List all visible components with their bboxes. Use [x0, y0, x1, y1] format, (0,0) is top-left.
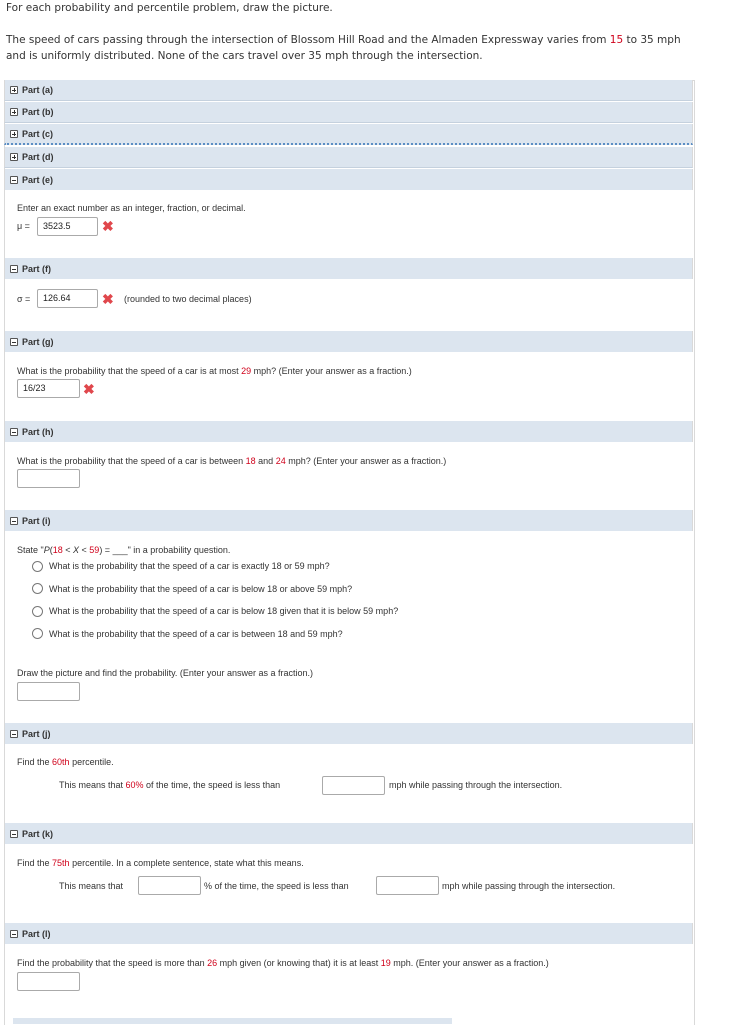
part-f-label: Part (f): [22, 263, 51, 274]
radio-option-1[interactable]: [32, 561, 43, 572]
q-number: 19: [380, 958, 391, 968]
stmt-text: <: [79, 545, 90, 555]
stmt-text: ) = ___" in a probability question.: [99, 545, 231, 555]
part-k-means-end: mph while passing through the intersection.: [442, 881, 616, 891]
minus-square-icon[interactable]: [10, 830, 18, 838]
part-j-speed-input[interactable]: [322, 776, 385, 795]
radio-option-4[interactable]: [32, 628, 43, 639]
plus-square-icon[interactable]: [10, 108, 18, 116]
part-j-header[interactable]: [4, 723, 693, 744]
minus-square-icon[interactable]: [10, 176, 18, 184]
find-text: Find the: [17, 757, 53, 767]
plus-square-icon[interactable]: [10, 130, 18, 138]
q-number: 24: [275, 456, 286, 466]
part-l-question: [17, 958, 549, 968]
q-text: Find the probability that the speed is more than: [17, 958, 208, 968]
part-k-header[interactable]: [4, 823, 693, 844]
part-b-header[interactable]: [4, 102, 693, 123]
q-text: mph? (Enter your answer as a fraction.): [285, 456, 447, 466]
q-text: mph. (Enter your answer as a fraction.): [390, 958, 549, 968]
minus-square-icon[interactable]: [10, 338, 18, 346]
part-h-answer-input[interactable]: [17, 469, 80, 488]
minus-square-icon[interactable]: [10, 930, 18, 938]
part-l-answer-input[interactable]: [17, 972, 80, 991]
part-h-header[interactable]: [4, 421, 693, 442]
plus-square-icon[interactable]: [10, 86, 18, 94]
part-a-label: Part (a): [22, 85, 54, 95]
part-k-means-mid: % of the time, the speed is less than: [204, 881, 349, 891]
stmt-text: <: [62, 545, 74, 555]
minus-square-icon[interactable]: [10, 730, 18, 738]
minus-square-icon[interactable]: [10, 265, 18, 273]
bottom-bar: [13, 1018, 452, 1024]
part-i-header[interactable]: [4, 510, 693, 531]
stmt-text: State ": [17, 545, 44, 555]
part-h-label: Part (h): [22, 426, 54, 437]
part-k-means-start: This means that: [59, 881, 124, 891]
option-1-label: What is the probability that the speed of a car is exactly 18 or 59 mph?: [49, 561, 330, 571]
part-a-header[interactable]: [4, 80, 693, 101]
part-g-label: Part (g): [22, 336, 54, 347]
part-c-header[interactable]: [4, 124, 693, 145]
means-text: This means that: [59, 780, 126, 790]
stmt-p: P: [43, 545, 50, 555]
intro-text-b: to 35 mph and is uniformly distributed. None of the cars travel over 35 mph through the intersection.: [6, 34, 681, 62]
plus-square-icon[interactable]: [10, 153, 18, 161]
part-b-label: Part (b): [22, 107, 54, 117]
part-f-header[interactable]: [4, 258, 693, 279]
sigma-label: σ =: [17, 294, 31, 304]
part-k-label: Part (k): [22, 828, 54, 839]
q-text: What is the probability that the speed of a car is between: [17, 456, 246, 466]
part-j-label: Part (j): [22, 728, 51, 739]
intro-low-speed: 15: [609, 34, 624, 46]
mu-label: μ =: [17, 221, 30, 231]
q-text: mph given (or knowing that) it is at least: [217, 958, 381, 968]
stmt-number: 59: [89, 545, 100, 555]
part-k-speed-input[interactable]: [376, 876, 439, 895]
stmt-x: X: [73, 545, 80, 555]
part-g-question: [17, 366, 412, 376]
part-i-answer-input[interactable]: [17, 682, 80, 701]
sigma-input[interactable]: 126.64: [37, 289, 98, 308]
find-text: percentile. In a complete sentence, state what this means.: [69, 858, 304, 868]
part-h-question: [17, 456, 446, 466]
q-number: 29: [241, 366, 252, 376]
mu-input[interactable]: 3523.5: [37, 217, 98, 236]
part-i-draw-instruction: Draw the picture and find the probability. (Enter your answer as a fraction.): [17, 668, 313, 678]
minus-square-icon[interactable]: [10, 428, 18, 436]
find-percentile: 60th: [52, 757, 70, 767]
part-e-header[interactable]: [4, 169, 693, 190]
intro-text-a: The speed of cars passing through the intersection of Blossom Hill Road and the Almaden Expressway varies from: [6, 34, 610, 46]
x-mark-icon: ✖: [102, 291, 114, 307]
q-text: mph? (Enter your answer as a fraction.): [251, 366, 412, 376]
part-g-header[interactable]: [4, 331, 693, 352]
means-percent: 60%: [125, 780, 144, 790]
radio-option-2[interactable]: [32, 583, 43, 594]
stmt-text: (: [49, 545, 53, 555]
part-j-means-end: mph while passing through the intersection.: [389, 780, 563, 790]
part-l-header[interactable]: [4, 923, 693, 944]
q-number: 26: [207, 958, 218, 968]
rounding-note: (rounded to two decimal places): [124, 294, 252, 304]
find-text: percentile.: [69, 757, 114, 767]
x-mark-icon: ✖: [102, 218, 114, 234]
find-text: Find the: [17, 858, 53, 868]
part-c-label: Part (c): [22, 128, 54, 139]
part-e-instruction: Enter an exact number as an integer, fraction, or decimal.: [17, 203, 246, 213]
intro-line1: For each probability and percentile problem, draw the picture.: [6, 2, 333, 14]
means-text: of the time, the speed is less than: [143, 780, 281, 790]
find-percentile: 75th: [52, 858, 70, 868]
q-number: 18: [245, 456, 256, 466]
q-text: and: [255, 456, 276, 466]
part-k-find: [17, 858, 304, 868]
part-k-percent-input[interactable]: [138, 876, 201, 895]
radio-option-3[interactable]: [32, 606, 43, 617]
part-i-label: Part (i): [22, 515, 51, 526]
part-j-means: [59, 780, 280, 790]
part-d-label: Part (d): [22, 152, 54, 162]
part-l-label: Part (l): [22, 928, 51, 939]
part-g-answer-input[interactable]: 16/23: [17, 379, 80, 398]
minus-square-icon[interactable]: [10, 517, 18, 525]
option-4-label: What is the probability that the speed of a car is between 18 and 59 mph?: [49, 629, 343, 639]
option-2-label: What is the probability that the speed of a car is below 18 or above 59 mph?: [49, 584, 353, 594]
x-mark-icon: ✖: [83, 381, 95, 397]
option-3-label: What is the probability that the speed of a car is below 18 given that it is below 59 mph?: [49, 606, 399, 616]
part-d-header[interactable]: [4, 147, 693, 168]
part-j-find: [17, 757, 114, 767]
part-i-statement: [17, 545, 230, 555]
stmt-number: 18: [52, 545, 63, 555]
q-text: What is the probability that the speed of a car is at most: [17, 366, 242, 376]
part-e-label: Part (e): [22, 174, 54, 185]
intro-paragraph: [6, 32, 696, 64]
